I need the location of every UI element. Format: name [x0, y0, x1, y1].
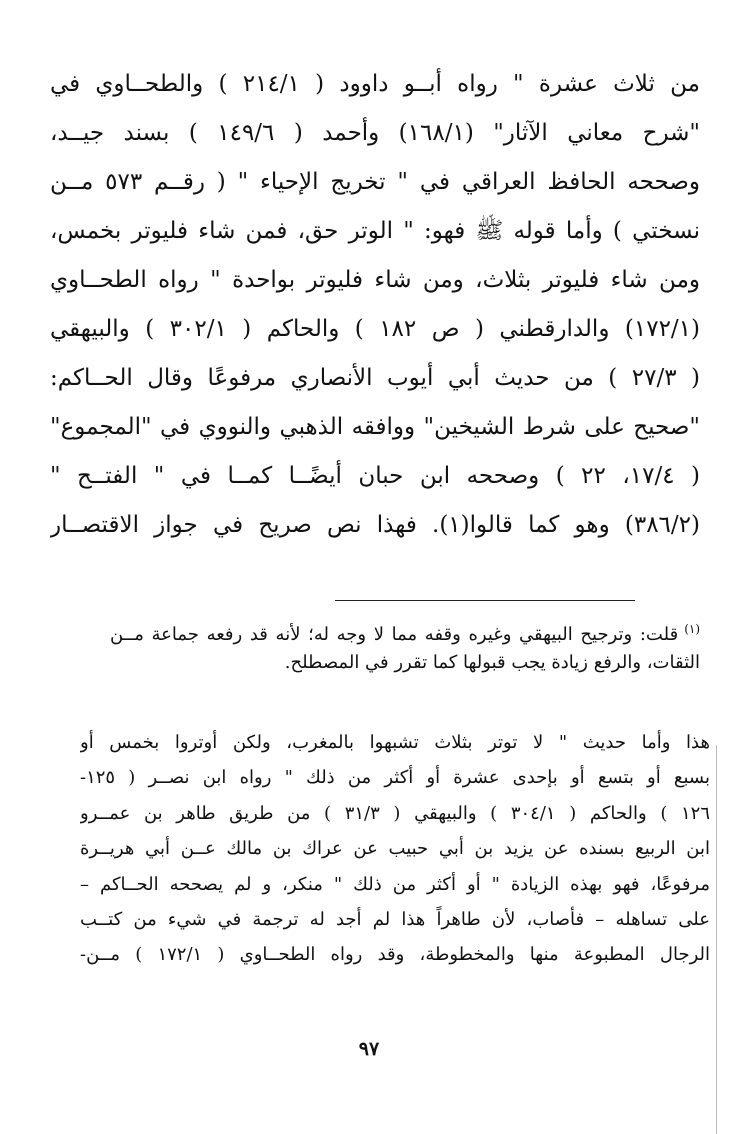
main-text-line: ( ١٧/٤، ٢٢ ) وصححه ابن حبان أيضًــا كمــا في " الفتــح "	[50, 463, 700, 489]
footnote-marker: (١)	[684, 622, 700, 636]
second-text-line: ١٢٦ ) والحاكم ( ٣٠٤/١ ) والبيهقي ( ٣١/٣ ) من طريق طاهر بن عمــرو	[80, 802, 710, 824]
second-text-line: على تساهله – فأصاب، لأن طاهراً هذا لم أجد له ترجمة في شيء من كتــب	[80, 908, 710, 930]
second-text-line: ابن الربيع بسنده عن يزيد بن أبي حبيب عن عراك بن مالك عــن أبي هريــرة	[80, 838, 710, 860]
main-text-line: (١٧٢/١) والدارقطني ( ص ١٨٢ ) والحاكم ( ٣٠٢/١ ) والبيهقي	[50, 316, 700, 342]
footnote-line	[110, 613, 700, 646]
main-text-line: (٣٨٦/٢) وهو كما قالوا(١). فهذا نص صريح في جواز الاقتصــار	[50, 512, 700, 538]
footnote-text: قلت: وترجيح البيهقي وغيره وقفه مما لا وجه له؛ لأنه قد رفعه جماعة مــن	[110, 624, 679, 645]
footnote-line: الثقات، والرفع زيادة يجب قبولها كما تقرر في المصطلح.	[284, 652, 700, 673]
main-text-line: "صحيح على شرط الشيخين" ووافقه الذهبي والنووي في "المجموع"	[50, 414, 700, 440]
main-text-block	[50, 60, 700, 550]
main-text-line: نسختي ) وأما قوله ﷺ فهو: " الوتر حق، فمن شاء فليوتر بخمس،	[50, 218, 700, 244]
second-text-line: مرفوعًا، فهو بهذه الزيادة " أو أكثر من ذلك " منكر، و لم يصححه الحــاكم –	[80, 873, 710, 895]
second-text-block	[80, 725, 710, 973]
scan-edge-line	[716, 745, 717, 1134]
page-number: ٩٧	[358, 1038, 380, 1060]
main-text-line: ( ٢٧/٣ ) من حديث أبي أيوب الأنصاري مرفوعًا وقال الحــاكم:	[50, 365, 700, 391]
second-text-line: هذا وأما حديث " لا توتر بثلاث تشبهوا بالمغرب، ولكن أوتروا بخمس أو	[80, 732, 710, 753]
footnote-separator	[335, 600, 635, 601]
main-text-line: وصححه الحافظ العراقي في " تخريج الإحياء " ( رقــم ٥٧٣ مــن	[50, 169, 700, 195]
second-text-line: بسبع أو بتسع أو بإحدى عشرة أو أكثر من ذلك " رواه ابن نصــر ( ١٢٥-	[80, 767, 710, 789]
footnote-block	[110, 613, 700, 679]
second-text-line: الرجال المطبوعة منها والمخطوطة، وقد رواه الطحــاوي ( ١٧٢/١ ) مــن-	[80, 944, 710, 966]
main-text-line: "شرح معاني الآثار" (١٦٨/١) وأحمد ( ١٤٩/٦ ) بسند جيــد،	[50, 120, 700, 146]
main-text-line: ومن شاء فليوتر بثلاث، ومن شاء فليوتر بواحدة " رواه الطحــاوي	[50, 267, 700, 293]
main-text-line: من ثلاث عشرة " رواه أبــو داوود ( ٢١٤/١ ) والطحــاوي في	[50, 71, 700, 97]
